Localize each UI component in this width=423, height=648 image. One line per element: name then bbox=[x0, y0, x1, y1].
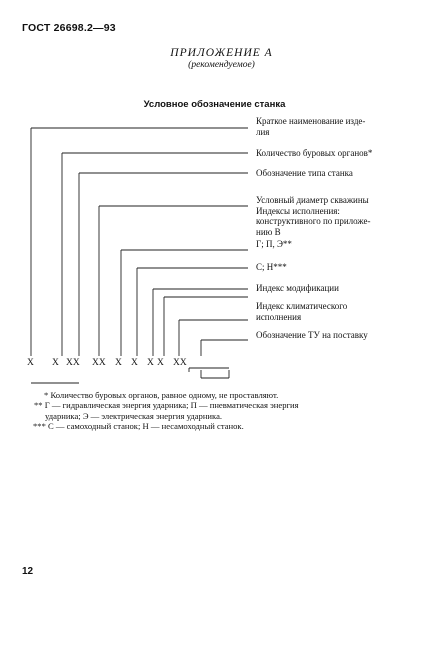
designation-code-9: XX bbox=[173, 358, 187, 368]
diagram-label-7 bbox=[256, 283, 339, 294]
diagram-label-line: Обозначение ТУ на поставку bbox=[256, 330, 368, 340]
footnote-line: ** Г — гидравлическая энергия ударника; П — пневматическая энергия bbox=[34, 400, 299, 410]
diagram-label-line: Краткое наименование изде- bbox=[256, 116, 366, 126]
diagram-label-2 bbox=[256, 148, 372, 159]
diagram-label-line: Условный диаметр скважины bbox=[256, 195, 369, 205]
designation-code-1: X bbox=[27, 358, 34, 368]
diagram-label-line: Г; П, Э** bbox=[256, 239, 292, 249]
diagram-label-line: конструктивного по приложе- bbox=[256, 216, 371, 226]
diagram-label-9 bbox=[256, 330, 368, 341]
designation-code-2: X bbox=[52, 358, 59, 368]
diagram-title: Условное обозначение станка bbox=[143, 99, 286, 110]
footnote-1 bbox=[44, 390, 278, 401]
document-code-header: ГОСТ 26698.2—93 bbox=[22, 22, 116, 34]
diagram-label-3 bbox=[256, 168, 353, 179]
footnote-line: * Количество буровых органов, равное одному, не проставляют. bbox=[44, 390, 279, 400]
designation-code-8: X bbox=[157, 358, 164, 368]
designation-code-5: X bbox=[115, 358, 122, 368]
diagram-label-4 bbox=[256, 195, 371, 237]
diagram-label-line: Обозначение типа станка bbox=[256, 168, 353, 178]
designation-code-4: XX bbox=[92, 358, 106, 368]
diagram-label-8 bbox=[256, 301, 347, 322]
diagram-label-line: С; Н*** bbox=[256, 262, 287, 272]
diagram-label-6 bbox=[256, 262, 287, 273]
diagram-label-5 bbox=[256, 239, 292, 250]
footnote-line: *** С — самоходный станок; Н — несамоходный станок. bbox=[33, 421, 244, 431]
diagram-label-line: исполнения bbox=[256, 311, 302, 322]
diagram-label-line: нию В bbox=[256, 226, 281, 237]
designation-code-6: X bbox=[131, 358, 138, 368]
diagram-label-line: Индекс климатического bbox=[256, 301, 348, 311]
footnote-2 bbox=[34, 400, 299, 421]
footnote-3 bbox=[33, 421, 244, 432]
footnote-line: ударника; Э — электрическая энергия ударника. bbox=[45, 410, 223, 421]
diagram-label-1 bbox=[256, 116, 365, 137]
diagram-label-line: Количество буровых органов* bbox=[256, 148, 373, 158]
diagram-label-line: Индексы исполнения: bbox=[256, 205, 340, 216]
designation-code-3: XX bbox=[66, 358, 80, 368]
appendix-subtitle: (рекомендуемое) bbox=[188, 60, 255, 70]
appendix-title: ПРИЛОЖЕНИЕ А bbox=[170, 47, 273, 59]
diagram-label-line: лия bbox=[256, 126, 270, 137]
designation-code-7: X bbox=[147, 358, 154, 368]
page-number: 12 bbox=[22, 566, 34, 577]
diagram-label-line: Индекс модификации bbox=[256, 283, 339, 293]
